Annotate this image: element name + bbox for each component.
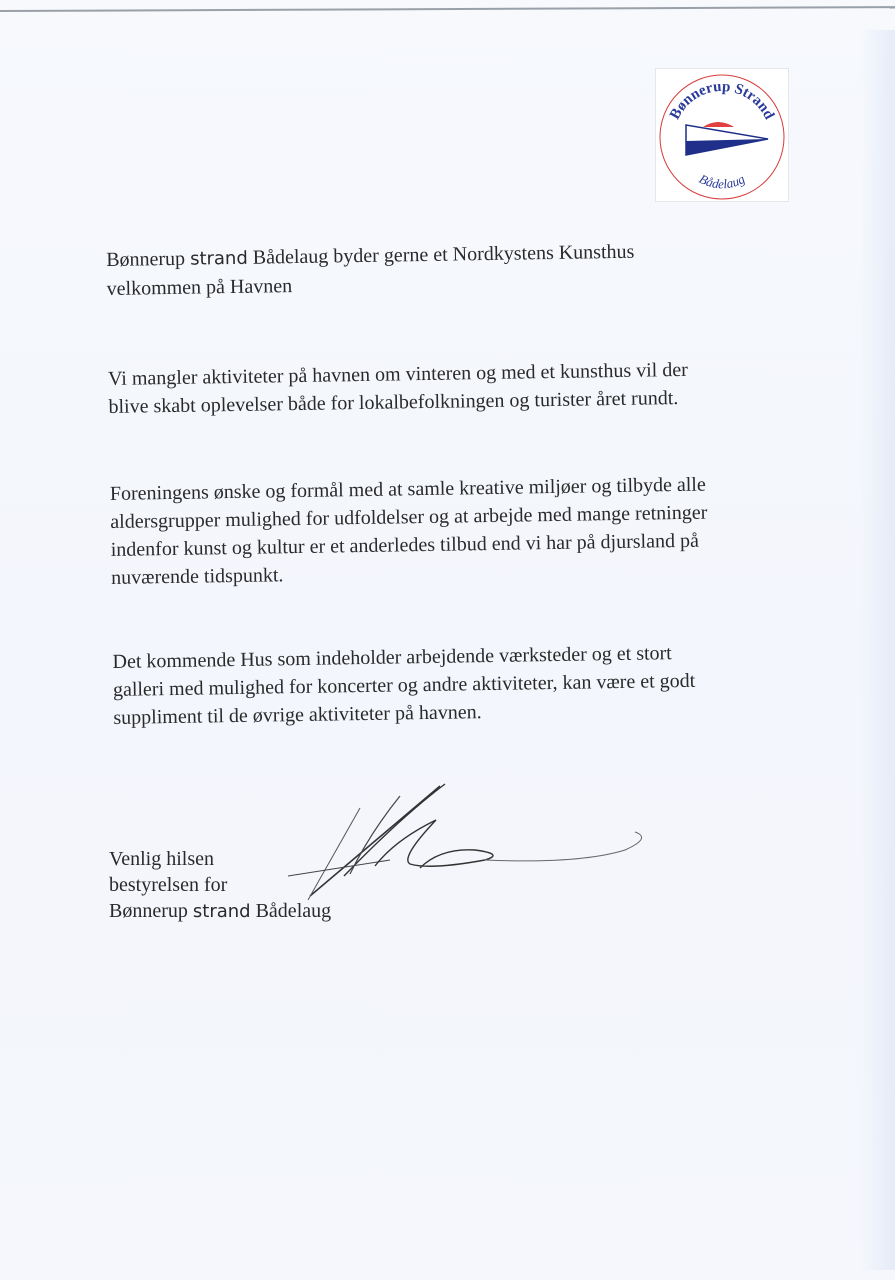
club-logo — [655, 68, 789, 202]
scan-right-shade — [860, 30, 895, 1270]
letter-body — [106, 235, 826, 729]
scan-top-edge — [0, 6, 895, 12]
paragraph-welcome: Bønnerup strand Bådelaug byder gerne et Nordkystens Kunsthus velkommen på Havnen — [106, 240, 635, 300]
closing-club-name: Bønnerup strand Bådelaug — [109, 900, 332, 922]
club-logo-seal — [656, 69, 788, 201]
handwritten-signature — [280, 778, 660, 918]
paragraph-winter-activities: Vi mangler aktiviteter på havnen om vinteren og med et kunsthus vil der blive skabt oplevelser både for lokalbefolkningen og turister året rundt. — [107, 358, 688, 418]
paragraph-association-goals: Foreningens ønske og formål med at samle kreative miljøer og tilbyde alle aldersgrupper mulighed for udfoldelser og at arbejde med mange retninger indenfor kunst og kultur er et anderledes tilbud end vi har på djursland på nuværende tidspunkt. — [109, 473, 708, 589]
closing-greeting: Venlig hilsen — [109, 848, 214, 870]
logo-top-text: Bønnerup Strand — [667, 78, 777, 123]
paragraph-coming-house: Det kommende Hus som indeholder arbejdende værksteder og et stort galleri med mulighed for koncerter og andre aktiviteter, kan være et godt suppliment til de øvrige aktiviteter på havnen. — [112, 642, 696, 729]
logo-bottom-text: Bådelaug — [696, 171, 748, 192]
closing-board: bestyrelsen for — [109, 874, 228, 896]
